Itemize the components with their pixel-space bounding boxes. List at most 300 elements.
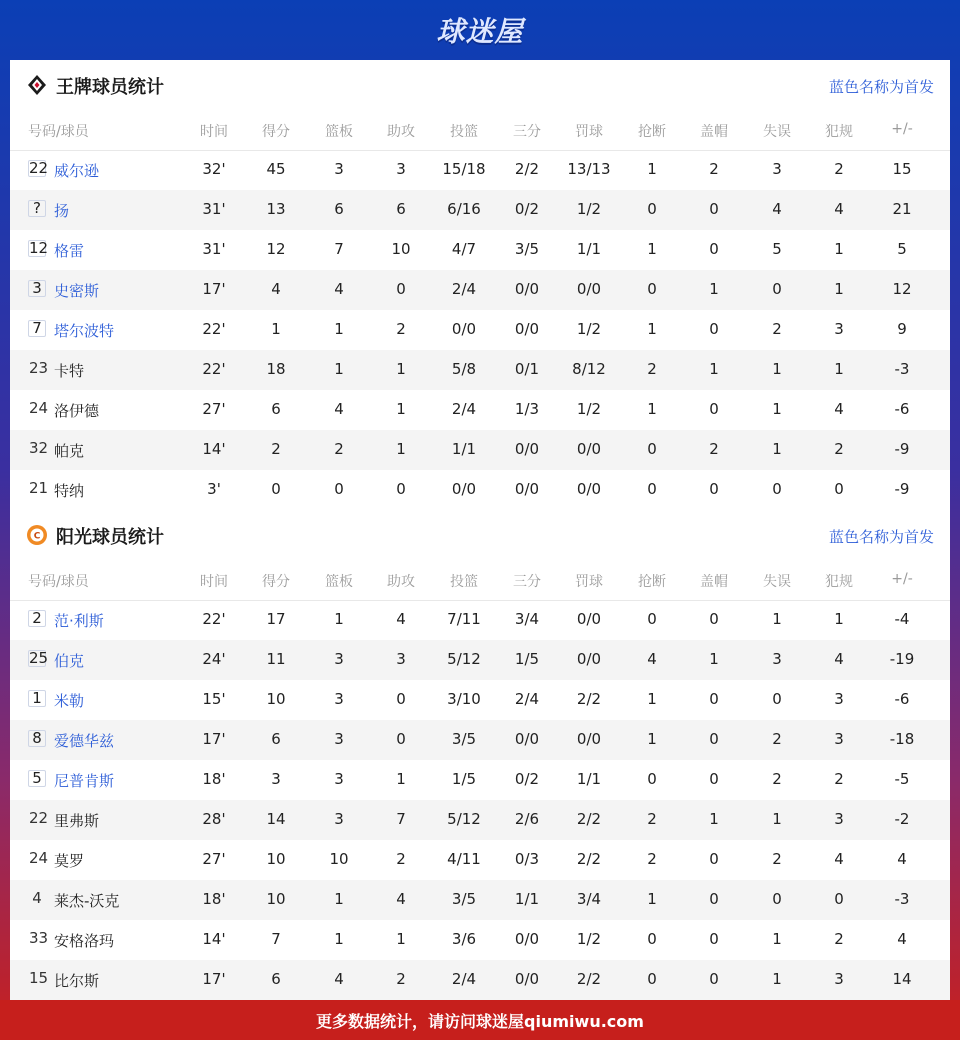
- stat-cell: 4: [834, 650, 844, 668]
- stat-cell: 1: [334, 610, 344, 628]
- stat-cell: 1: [647, 320, 657, 338]
- jersey-number-badge: 3: [28, 280, 46, 297]
- stat-cell: 0/3: [514, 850, 540, 868]
- player-name: 尼普肯斯: [54, 772, 115, 790]
- stat-cell: 7: [271, 930, 281, 948]
- column-header: 盖帽: [700, 124, 728, 140]
- stat-cell: 6: [271, 970, 281, 988]
- stat-cell: 2/4: [451, 970, 477, 988]
- stat-cell: 1/1: [514, 890, 540, 908]
- stat-cell: 5: [772, 240, 782, 258]
- stat-cell: 5/8: [451, 360, 477, 378]
- stat-cell: 0: [834, 890, 844, 908]
- stat-cell: 21: [892, 200, 912, 218]
- stat-cell: 2: [834, 930, 844, 948]
- player-name: 伯克: [54, 652, 85, 670]
- stat-cell: -6: [894, 690, 910, 708]
- player-name: 莫罗: [54, 852, 85, 870]
- stat-cell: 1: [709, 810, 719, 828]
- stat-cell: 1/1: [576, 240, 602, 258]
- column-header: 三分: [513, 124, 541, 140]
- stat-cell: 0: [647, 280, 657, 298]
- player-name: 莱杰-沃克: [54, 892, 120, 910]
- stat-cell: 3: [334, 160, 344, 178]
- column-header: 篮板: [325, 124, 353, 140]
- stat-cell: 6: [396, 200, 406, 218]
- column-header: +/-: [891, 571, 913, 587]
- stat-cell: 1: [709, 280, 719, 298]
- stat-cell: 0: [709, 730, 719, 748]
- stat-cell: 11: [266, 650, 286, 668]
- stat-cell: 0: [709, 770, 719, 788]
- stat-cell: 1/2: [576, 400, 602, 418]
- stat-cell: 5/12: [447, 810, 481, 828]
- stat-cell: 1: [834, 360, 844, 378]
- stat-cell: 1: [647, 690, 657, 708]
- section-title: 王牌球员统计: [56, 77, 164, 98]
- stat-cell: 1: [772, 930, 782, 948]
- site-logo: 球迷屋: [436, 15, 524, 48]
- stat-cell: 0/0: [451, 480, 477, 498]
- stat-cell: 0: [834, 480, 844, 498]
- stat-cell: 0: [772, 280, 782, 298]
- stat-cell: 4: [834, 200, 844, 218]
- column-header: 失误: [763, 124, 791, 140]
- column-header: 罚球: [575, 124, 603, 140]
- stat-cell: 18': [202, 770, 226, 788]
- stat-cell: 0: [772, 890, 782, 908]
- stat-cell: 0: [647, 480, 657, 498]
- stat-cell: 13: [266, 200, 286, 218]
- column-header: 投篮: [450, 124, 478, 140]
- stat-cell: 15': [202, 690, 226, 708]
- stat-cell: 4: [834, 400, 844, 418]
- table-row: [10, 310, 950, 350]
- stat-cell: 3: [834, 810, 844, 828]
- stat-cell: 2: [772, 770, 782, 788]
- stat-cell: 0/2: [514, 770, 540, 788]
- column-header: 助攻: [387, 124, 415, 140]
- stat-cell: 3: [396, 160, 406, 178]
- column-header: 盖帽: [700, 574, 728, 590]
- player-name: 范·利斯: [54, 612, 104, 630]
- stat-cell: 1: [647, 160, 657, 178]
- stat-cell: 5/12: [447, 650, 481, 668]
- stat-cell: 4: [396, 610, 406, 628]
- stat-cell: 17': [202, 280, 226, 298]
- section-title: 阳光球员统计: [56, 527, 164, 548]
- column-header: +/-: [891, 121, 913, 137]
- table-row: [10, 840, 950, 880]
- stat-cell: 4: [271, 280, 281, 298]
- stat-cell: 0: [647, 970, 657, 988]
- stat-cell: 1: [772, 400, 782, 418]
- stat-cell: 13/13: [567, 160, 611, 178]
- table-row: [10, 800, 950, 840]
- stat-cell: 1: [647, 890, 657, 908]
- jersey-number-badge: 25: [29, 649, 49, 667]
- stat-cell: 3/5: [451, 730, 477, 748]
- stats-card: [10, 60, 950, 1000]
- aces-logo-icon: [26, 74, 48, 96]
- stat-cell: 0/1: [514, 360, 540, 378]
- table-row: [10, 270, 950, 310]
- stat-cell: 8/12: [572, 360, 606, 378]
- table-row: [10, 150, 950, 190]
- table-row: [10, 600, 950, 640]
- stat-cell: 9: [897, 320, 907, 338]
- stat-cell: 2: [772, 850, 782, 868]
- stat-cell: 10: [266, 850, 286, 868]
- stat-cell: 2: [647, 810, 657, 828]
- stat-cell: 31': [202, 240, 226, 258]
- stat-cell: 0: [647, 770, 657, 788]
- table-row: [10, 880, 950, 920]
- stat-cell: 1: [396, 770, 406, 788]
- stat-cell: 0: [396, 690, 406, 708]
- stat-cell: 14': [202, 930, 226, 948]
- table-row: [10, 350, 950, 390]
- sun-logo-icon: [26, 524, 48, 546]
- stat-cell: 0: [334, 480, 344, 498]
- stat-cell: 0: [709, 480, 719, 498]
- stat-cell: 3: [396, 650, 406, 668]
- stat-cell: 0/0: [576, 650, 602, 668]
- stat-cell: 1: [396, 930, 406, 948]
- stat-cell: 3: [772, 160, 782, 178]
- jersey-number-badge: 22: [29, 159, 49, 177]
- stat-cell: 6: [271, 730, 281, 748]
- stat-cell: 18': [202, 890, 226, 908]
- jersey-number-badge: 1: [28, 690, 46, 707]
- stat-cell: 0/0: [514, 480, 540, 498]
- stat-cell: 18: [266, 360, 286, 378]
- stat-cell: 0/0: [514, 970, 540, 988]
- stat-cell: 3: [334, 690, 344, 708]
- stat-cell: 3': [207, 480, 221, 498]
- stat-cell: 0: [772, 690, 782, 708]
- stat-cell: 3: [834, 970, 844, 988]
- stat-cell: 0: [396, 280, 406, 298]
- jersey-number-badge: 5: [28, 770, 46, 787]
- stat-cell: 0: [709, 320, 719, 338]
- stat-cell: 15: [892, 160, 912, 178]
- stat-cell: 2: [834, 770, 844, 788]
- player-name: 威尔逊: [54, 162, 100, 180]
- stat-cell: 0: [709, 930, 719, 948]
- stat-cell: 4: [396, 890, 406, 908]
- stat-cell: 2/2: [576, 850, 602, 868]
- stat-cell: 27': [202, 400, 226, 418]
- stat-cell: 0/0: [514, 280, 540, 298]
- stat-cell: 28': [202, 810, 226, 828]
- stat-cell: 7: [396, 810, 406, 828]
- jersey-number-badge: 32: [29, 439, 49, 457]
- stat-cell: 0/2: [514, 200, 540, 218]
- stat-cell: 3: [334, 730, 344, 748]
- stat-cell: 0: [647, 610, 657, 628]
- stat-cell: 2/2: [576, 690, 602, 708]
- stat-cell: 0: [271, 480, 281, 498]
- stat-cell: 4: [647, 650, 657, 668]
- stat-cell: 4: [334, 280, 344, 298]
- stat-cell: 0/0: [514, 320, 540, 338]
- stat-cell: 1: [334, 930, 344, 948]
- player-name: 里弗斯: [54, 812, 100, 830]
- table-row: [10, 720, 950, 760]
- stat-cell: -2: [894, 810, 910, 828]
- stat-cell: -18: [889, 730, 915, 748]
- stat-cell: 2: [396, 320, 406, 338]
- jersey-number-badge: 12: [29, 239, 49, 257]
- stat-cell: 3/5: [451, 890, 477, 908]
- column-header: 抢断: [638, 574, 666, 590]
- stat-cell: 1: [334, 890, 344, 908]
- stat-cell: 12: [892, 280, 912, 298]
- column-header: 犯规: [825, 574, 853, 590]
- stat-cell: 0: [709, 240, 719, 258]
- jersey-number-badge: 33: [29, 929, 49, 947]
- stat-cell: 0: [396, 480, 406, 498]
- stat-cell: -19: [889, 650, 915, 668]
- stat-cell: 24': [202, 650, 226, 668]
- stat-cell: 2: [396, 850, 406, 868]
- stat-cell: 0: [709, 970, 719, 988]
- stat-cell: 2: [834, 440, 844, 458]
- column-header: 时间: [200, 124, 228, 140]
- stat-cell: 3: [834, 690, 844, 708]
- stat-cell: 3: [271, 770, 281, 788]
- player-name: 安格洛玛: [54, 932, 115, 950]
- column-header: 号码/球员: [28, 124, 89, 140]
- column-header: 犯规: [825, 124, 853, 140]
- stat-cell: 3: [334, 810, 344, 828]
- table-row: [10, 190, 950, 230]
- stat-cell: 17: [266, 610, 286, 628]
- svg-text:C: C: [33, 531, 41, 542]
- stat-cell: 6: [334, 200, 344, 218]
- stat-cell: 0/0: [514, 730, 540, 748]
- player-name: 卡特: [54, 362, 85, 380]
- stat-cell: 0/0: [576, 610, 602, 628]
- column-header: 得分: [262, 124, 290, 140]
- stat-cell: 4/11: [447, 850, 481, 868]
- jersey-number-badge: 24: [29, 399, 49, 417]
- starter-legend-note: 蓝色名称为首发: [828, 528, 934, 546]
- stat-cell: 1: [772, 970, 782, 988]
- stat-cell: 0: [772, 480, 782, 498]
- stat-cell: 3/5: [514, 240, 540, 258]
- jersey-number-badge: 4: [32, 889, 42, 907]
- stat-cell: 15/18: [442, 160, 486, 178]
- stat-cell: 6/16: [447, 200, 481, 218]
- table-row: [10, 640, 950, 680]
- stat-cell: 2: [647, 850, 657, 868]
- stat-cell: 1/2: [576, 320, 602, 338]
- stat-cell: 2/4: [451, 280, 477, 298]
- stat-cell: 2: [709, 160, 719, 178]
- stat-cell: 4: [897, 850, 907, 868]
- stat-cell: 1: [834, 610, 844, 628]
- stat-cell: 2/4: [451, 400, 477, 418]
- stat-cell: 3: [834, 730, 844, 748]
- stat-cell: 0/0: [576, 440, 602, 458]
- stat-cell: 1/2: [576, 200, 602, 218]
- table-row: [10, 230, 950, 270]
- player-name: 洛伊德: [54, 402, 100, 420]
- footer-banner: 更多数据统计，请访问球迷屋qiumiwu.com: [0, 1000, 960, 1040]
- stat-cell: 1/5: [514, 650, 540, 668]
- stat-cell: 14: [892, 970, 912, 988]
- stat-cell: 0: [647, 930, 657, 948]
- stat-cell: 12: [266, 240, 286, 258]
- stat-cell: 1/1: [576, 770, 602, 788]
- section-header: [10, 510, 950, 560]
- column-header: 抢断: [638, 124, 666, 140]
- stat-cell: -3: [894, 890, 910, 908]
- stat-cell: 10: [391, 240, 411, 258]
- stat-cell: -9: [894, 440, 910, 458]
- stat-cell: 4: [334, 970, 344, 988]
- stat-cell: 1: [709, 650, 719, 668]
- jersey-number-badge: 23: [29, 359, 49, 377]
- stat-cell: -4: [894, 610, 910, 628]
- stat-cell: 1: [396, 360, 406, 378]
- stat-cell: -5: [894, 770, 910, 788]
- stat-cell: 17': [202, 730, 226, 748]
- stat-cell: 2: [647, 360, 657, 378]
- stat-cell: 2/2: [576, 970, 602, 988]
- stat-cell: 3: [334, 650, 344, 668]
- stat-cell: 1: [834, 280, 844, 298]
- section-header: [10, 60, 950, 110]
- player-name: 爱德华兹: [54, 732, 115, 750]
- stat-cell: 17': [202, 970, 226, 988]
- player-name: 米勒: [54, 692, 85, 710]
- stat-cell: -6: [894, 400, 910, 418]
- table-row: [10, 390, 950, 430]
- stat-cell: 2/6: [514, 810, 540, 828]
- column-header: 罚球: [575, 574, 603, 590]
- stat-cell: 1: [647, 730, 657, 748]
- stat-cell: 45: [266, 160, 286, 178]
- stat-cell: 4: [334, 400, 344, 418]
- stat-cell: 31': [202, 200, 226, 218]
- starter-legend-note: 蓝色名称为首发: [828, 78, 934, 96]
- table-header-row: [10, 560, 950, 601]
- stat-cell: 27': [202, 850, 226, 868]
- stat-cell: 7/11: [447, 610, 481, 628]
- stat-cell: 10: [329, 850, 349, 868]
- player-name: 格雷: [54, 242, 85, 260]
- table-row: [10, 960, 950, 1000]
- stat-cell: -9: [894, 480, 910, 498]
- stat-cell: 1/5: [451, 770, 477, 788]
- column-header: 时间: [200, 574, 228, 590]
- stat-cell: 0: [396, 730, 406, 748]
- stat-cell: 22': [202, 610, 226, 628]
- jersey-number-badge: 15: [29, 969, 49, 987]
- column-header: 投篮: [450, 574, 478, 590]
- stat-cell: 0/0: [514, 930, 540, 948]
- stat-cell: 5: [897, 240, 907, 258]
- stat-cell: 0: [709, 690, 719, 708]
- player-name: 史密斯: [54, 282, 100, 300]
- jersey-number-badge: 22: [29, 809, 49, 827]
- stat-cell: 2: [772, 320, 782, 338]
- stat-cell: 3/10: [447, 690, 481, 708]
- stat-cell: 0: [647, 440, 657, 458]
- column-header: 得分: [262, 574, 290, 590]
- stat-cell: 1: [772, 440, 782, 458]
- stat-cell: 3/4: [576, 890, 602, 908]
- column-header: 助攻: [387, 574, 415, 590]
- stat-cell: 1/1: [451, 440, 477, 458]
- stat-cell: 1/2: [576, 930, 602, 948]
- stat-cell: 2/2: [576, 810, 602, 828]
- jersey-number-badge: 24: [29, 849, 49, 867]
- stat-cell: 0: [709, 610, 719, 628]
- stat-cell: 2/4: [514, 690, 540, 708]
- stat-cell: 0/0: [451, 320, 477, 338]
- stat-cell: 1: [396, 400, 406, 418]
- stat-cell: 6: [271, 400, 281, 418]
- stat-cell: 3/4: [514, 610, 540, 628]
- player-name: 帕克: [54, 442, 85, 460]
- stat-cell: 1: [334, 320, 344, 338]
- top-bar: [0, 0, 960, 60]
- stat-cell: 1/3: [514, 400, 540, 418]
- table-row: [10, 470, 950, 510]
- stat-cell: 0: [647, 200, 657, 218]
- column-header: 号码/球员: [28, 574, 89, 590]
- stat-cell: 0: [709, 200, 719, 218]
- stat-cell: 3: [334, 770, 344, 788]
- jersey-number-badge: 21: [29, 479, 49, 497]
- stat-cell: 2: [334, 440, 344, 458]
- player-name: 特纳: [54, 482, 85, 500]
- jersey-number-badge: 2: [28, 610, 46, 627]
- stat-cell: 2: [834, 160, 844, 178]
- table-row: [10, 430, 950, 470]
- stat-cell: 0: [709, 890, 719, 908]
- stat-cell: 22': [202, 360, 226, 378]
- stat-cell: 1: [772, 810, 782, 828]
- stat-cell: 2: [271, 440, 281, 458]
- stat-cell: 32': [202, 160, 226, 178]
- player-name: 扬: [54, 202, 70, 220]
- stat-cell: 0/0: [576, 730, 602, 748]
- column-header: 失误: [763, 574, 791, 590]
- stat-cell: 1: [772, 610, 782, 628]
- jersey-number-badge: ?: [28, 200, 46, 217]
- stat-cell: 14': [202, 440, 226, 458]
- stat-cell: 1: [647, 240, 657, 258]
- stat-cell: 1: [772, 360, 782, 378]
- stat-cell: 2: [396, 970, 406, 988]
- stat-cell: 1: [396, 440, 406, 458]
- stat-cell: 10: [266, 890, 286, 908]
- stat-cell: 4/7: [451, 240, 477, 258]
- stat-cell: 2: [772, 730, 782, 748]
- stat-cell: 14: [266, 810, 286, 828]
- stat-cell: 10: [266, 690, 286, 708]
- player-name: 塔尔波特: [54, 322, 115, 340]
- table-row: [10, 920, 950, 960]
- stat-cell: 3: [834, 320, 844, 338]
- stat-cell: 1: [709, 360, 719, 378]
- stat-cell: 3: [772, 650, 782, 668]
